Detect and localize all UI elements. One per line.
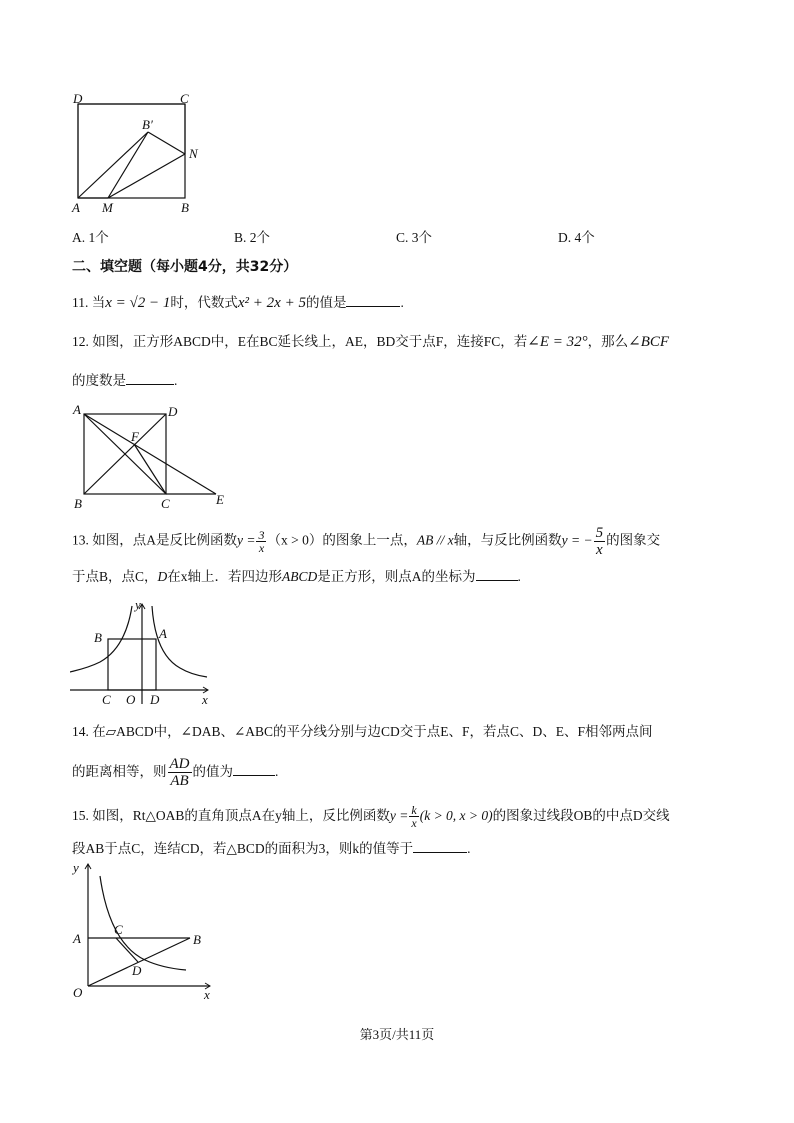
question-12-line2 xyxy=(72,370,177,391)
q15-end: . xyxy=(467,841,471,856)
label-o: O xyxy=(126,692,136,707)
page-footer: 第3页/共11页 xyxy=(359,1027,435,1042)
label-m: M xyxy=(102,200,113,214)
q13-fraction-1 xyxy=(256,529,266,554)
q13-ab-parallel: AB // x xyxy=(416,532,454,548)
label-y: y xyxy=(73,860,79,875)
q15-y-den: x xyxy=(411,816,417,831)
label-x: x xyxy=(202,692,208,707)
q14-line2a: 的距离相等，则 xyxy=(72,764,167,779)
q15-figure xyxy=(70,858,220,1004)
question-11 xyxy=(72,292,404,313)
question-13 xyxy=(72,525,660,558)
section-title: 二、填空题（每小题4分，共32分） xyxy=(72,259,298,275)
q13-y2-lhs: y = − xyxy=(561,532,593,548)
q13-line2a: 于点B，点C， xyxy=(72,569,158,584)
choice-c: C. 3个 xyxy=(396,230,433,245)
label-d: D xyxy=(168,404,178,419)
label-d: D xyxy=(73,92,83,106)
q14-frac-num: AD xyxy=(169,756,190,773)
answer-blank-15[interactable] xyxy=(413,838,467,853)
q12-angle-e: ∠E = 32° xyxy=(527,334,588,350)
q13-text2: 的图象上一点， xyxy=(322,532,417,548)
q13-number: 13. xyxy=(72,532,89,548)
q11-condition: x = √2 − 1 xyxy=(105,295,171,311)
q13-text1: 如图，点A是反比例函数 xyxy=(92,532,237,548)
question-14 xyxy=(72,722,653,742)
label-a: A xyxy=(73,931,81,946)
q13-y2-den: x xyxy=(595,542,603,558)
q13-abcd: ABCD xyxy=(282,569,318,584)
label-b: B xyxy=(74,496,82,511)
label-c: C xyxy=(161,496,170,511)
q13-y2-num: 5 xyxy=(595,525,604,541)
q11-post: 的值是 xyxy=(305,295,347,310)
q14-number: 14. xyxy=(72,724,89,739)
q15-number: 15. xyxy=(72,808,89,823)
label-y: y xyxy=(135,597,141,612)
curve-3-over-x xyxy=(152,606,207,677)
q11-end: . xyxy=(400,295,404,310)
question-14-line2 xyxy=(72,756,278,789)
q14-fraction xyxy=(168,756,192,789)
label-a: A xyxy=(159,626,167,641)
q14-line2b: 的值为 xyxy=(192,764,233,779)
label-a: A xyxy=(72,200,80,214)
q11-expression: x² + 2x + 5 xyxy=(237,295,306,311)
q12-line2: 的度数是 xyxy=(72,373,126,388)
choice-d: D. 4个 xyxy=(558,230,595,245)
label-o: O xyxy=(73,985,83,1000)
q12-end: . xyxy=(174,373,178,388)
q10-figure xyxy=(70,92,210,214)
q15-text2: 的图象过线段OB的中点D交线 xyxy=(492,808,670,823)
q13-fraction-2 xyxy=(594,525,606,558)
q12-text2: ，那么 xyxy=(587,334,629,349)
segment-ob xyxy=(88,938,190,986)
q13-y1-num: 3 xyxy=(258,528,265,542)
q11-number: 11. xyxy=(72,295,89,310)
q14-end: . xyxy=(275,764,279,779)
q15-y-num: k xyxy=(411,803,417,818)
q12-figure xyxy=(70,400,240,512)
label-a: A xyxy=(73,402,81,417)
q13-text3: 轴，与反比例函数 xyxy=(453,532,562,548)
curve-k-over-x xyxy=(100,876,186,970)
segment-cd xyxy=(116,938,138,962)
choice-a: A. 1个 xyxy=(72,230,109,245)
q13-text4: 的图象交 xyxy=(606,532,661,548)
answer-blank-14[interactable] xyxy=(233,761,275,776)
q13-y1-cond: （x > 0） xyxy=(267,532,323,548)
q13-end: . xyxy=(517,569,521,584)
q13-figure xyxy=(70,596,220,708)
label-b: B xyxy=(94,630,102,645)
question-13-line2 xyxy=(72,566,521,587)
q15-y-lhs: y = xyxy=(389,808,409,823)
square-abcd xyxy=(108,639,156,690)
q14-text1: 在▱ABCD中，∠DAB、∠ABC的平分线分别与边CD交于点E、F，若点C、D、E、F相邻两点间 xyxy=(92,724,653,739)
q12-number: 12. xyxy=(72,334,89,349)
label-d: D xyxy=(132,963,142,978)
answer-blank-13[interactable] xyxy=(476,566,518,581)
label-f: F xyxy=(131,429,139,444)
label-x: x xyxy=(204,987,210,1002)
label-c: C xyxy=(102,692,111,707)
q11-mid: 时，代数式 xyxy=(170,295,238,310)
label-c: C xyxy=(114,922,123,937)
q15-y-cond: (k > 0, x > 0) xyxy=(419,808,493,823)
label-e: E xyxy=(216,492,224,507)
q13-y1-den: x xyxy=(258,541,265,555)
label-n: N xyxy=(189,146,198,161)
label-d: D xyxy=(150,692,160,707)
choice-b: B. 2个 xyxy=(234,230,271,245)
q13-line2c: 在x轴上．若四边形 xyxy=(167,569,283,584)
q13-line2d: 是正方形，则点A的坐标为 xyxy=(317,569,476,584)
q12-text1: 如图，正方形ABCD中，E在BC延长线上，AE，BD交于点F，连接FC，若 xyxy=(92,334,528,349)
q13-y1-lhs: y = xyxy=(237,532,256,548)
q11-pre: 当 xyxy=(91,295,106,310)
q13-line2b: D xyxy=(157,569,168,584)
q15-text1: 如图，Rt△OAB的直角顶点A在y轴上，反比例函数 xyxy=(92,808,390,823)
question-12 xyxy=(72,332,669,352)
question-15-line2 xyxy=(72,838,471,859)
answer-blank-12[interactable] xyxy=(126,370,174,385)
label-b-prime: B′ xyxy=(142,117,153,132)
label-b: B xyxy=(193,932,201,947)
answer-blank-11[interactable] xyxy=(346,292,400,307)
q14-frac-den: AB xyxy=(170,773,189,790)
q15-fraction xyxy=(409,804,418,829)
label-b: B xyxy=(181,200,189,214)
question-15 xyxy=(72,800,670,832)
q12-angle-bcf: ∠BCF xyxy=(628,334,670,350)
label-c: C xyxy=(180,92,189,106)
q15-line2: 段AB于点C，连结CD，若△BCD的面积为3，则k的值等于 xyxy=(72,841,414,856)
